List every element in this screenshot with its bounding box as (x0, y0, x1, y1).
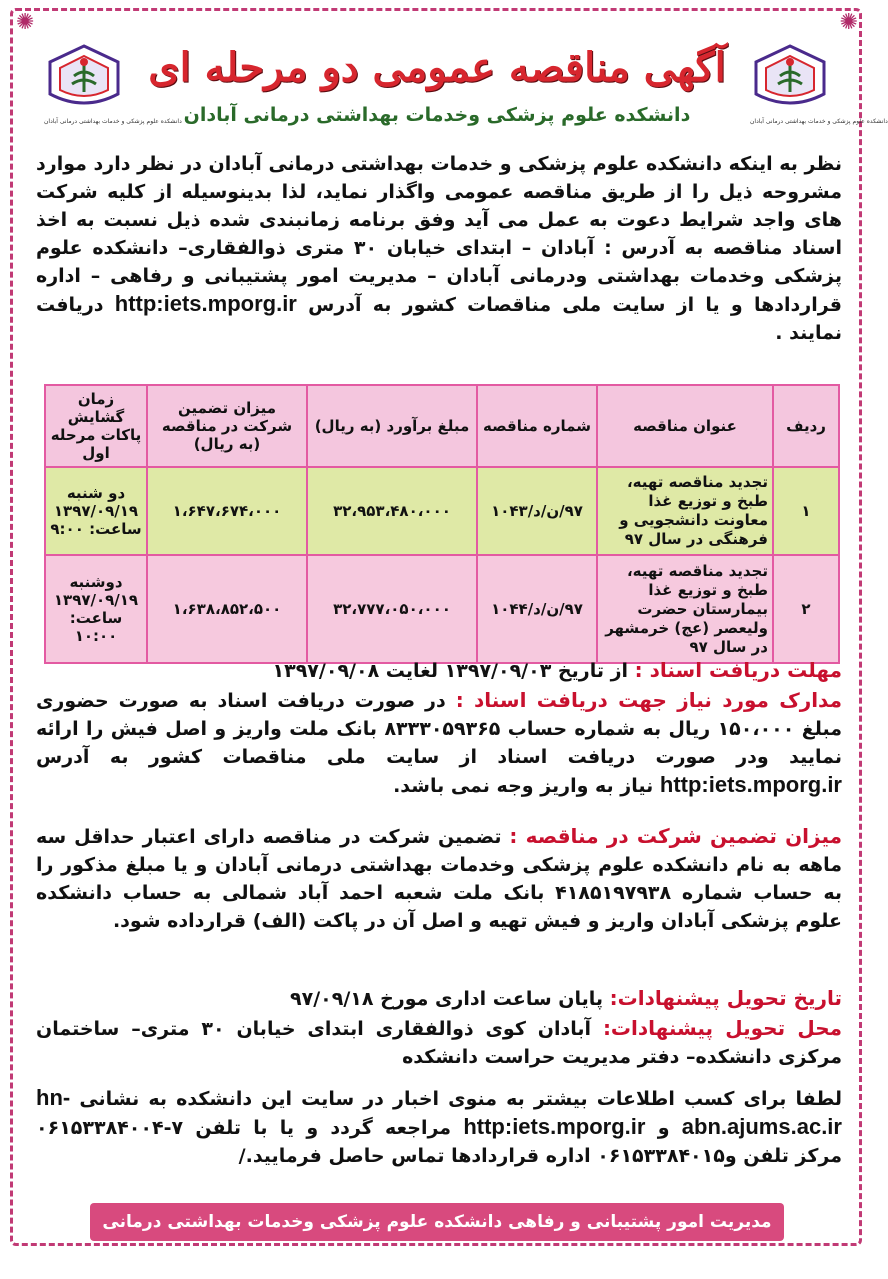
cell-number: ۹۷/ن/د/۱۰۴۴ (477, 555, 597, 663)
cell-number: ۹۷/ن/د/۱۰۴۳ (477, 467, 597, 555)
docs-text: در صورت دریافت اسناد به صورت حضوری مبلغ ۱۵۰،۰۰۰ ریال به شماره حساب ۸۳۳۳۰۵۹۳۶۵ بانک ملت واریز و اصل فیش را ارائه نمایید ودر صورت دریافت اسناد از سایت ملی مناقصات کشور به آدرس (36, 690, 843, 768)
cell-opening: دو شنبه ۱۳۹۷/۰۹/۱۹ ساعت: ۹:۰۰ (45, 467, 147, 555)
cell-estimate: ۳۲،۷۷۷،۰۵۰،۰۰۰ (307, 555, 477, 663)
table-row (45, 467, 839, 555)
intro-text: نظر به اینکه دانشکده علوم پزشکی و خدمات بهداشتی درمانی آبادان در نظر دارد موارد مشروحه ذیل را از طریق مناقصه عمومی واگذار نماید، لذا بدینوسیله از کلیه شرکت های واجد شرایط دعوت به عمل می آید وفق برنامه زمانبندی شده ذیل نسبت به اخذ اسناد مناقصه به آدرس : آبادان – ابتدای خیابان ۳۰ متری ذوالفقاری– دانشکده علوم پزشکی وخدمات بهداشتی ودرمانی آبادان – مدیریت امور پشتیبانی و رفاهی – اداره قراردادها و یا از سایت ملی مناقصات کشور به آدرس (36, 153, 842, 316)
tender-table (44, 384, 840, 664)
cell-row-no: ۱ (773, 467, 839, 555)
header-title: عنوان مناقصه (597, 385, 773, 467)
header-estimate: مبلغ برآورد (به ریال) (307, 385, 477, 467)
docs-label: مدارک مورد نیاز جهت دریافت اسناد : (455, 688, 842, 712)
logo-caption: دانشکده علوم پزشکی و خدمات بهداشتی درمانی آبادان (44, 118, 182, 125)
docs-url-link[interactable]: http:iets.mporg.ir (659, 772, 842, 797)
intro-tail: دریافت نمایند . (36, 294, 842, 344)
delivery-place-section (36, 1014, 842, 1071)
logo-caption: دانشکده علوم پزشکی و خدمات بهداشتی درمانی آبادان (750, 118, 888, 125)
guarantee-label: میزان تضمین شرکت در مناقصه : (509, 824, 842, 848)
cell-guarantee: ۱،۶۳۸،۸۵۲،۵۰۰ (147, 555, 307, 663)
header-row-no: ردیف (773, 385, 839, 467)
university-emblem-icon (44, 42, 124, 112)
docs-section (36, 686, 842, 800)
contact-section (36, 1084, 842, 1170)
university-emblem-icon (750, 42, 830, 112)
footer-band: مدیریت امور پشتیبانی و رفاهی دانشکده علوم پزشکی وخدمات بهداشتی درمانی آبادان (90, 1203, 784, 1241)
deadline-section (36, 656, 842, 685)
cell-row-no: ۲ (773, 555, 839, 663)
contact-text-2: مراجعه گردد و یا با تلفن ۷-۰۶۱۵۳۳۸۴۰۰۴ مرکز تلفن و۰۶۱۵۳۳۸۴۰۱۵ اداره قراردادها تماس حاصل فرمایید./ (36, 1117, 842, 1167)
delivery-date-label: تاریخ تحویل پیشنهادات: (609, 986, 842, 1010)
intro-paragraph (36, 150, 842, 347)
delivery-place-text: آبادان کوی ذوالفقاری ابتدای خیابان ۳۰ متری– ساختمان مرکزی دانشکده– دفتر مدیریت حراست دانشکده (36, 1018, 842, 1068)
page-subtitle: دانشکده علوم پزشکی وخدمات بهداشتی درمانی آبادان (183, 104, 691, 126)
cell-title: تجدید مناقصه تهیه، طبخ و توزیع غذا بیمارستان حضرت ولیعصر (عج) خرمشهر در سال ۹۷ (597, 555, 773, 663)
guarantee-text: تضمین شرکت در مناقصه دارای اعتبار حداقل سه ماهه به نام دانشکده علوم پزشکی وخدمات بهداشتی درمانی آبادان و یا مبلغ مذکور را به حساب شماره ۴۱۸۵۱۹۷۹۳۸ بانک ملت شعبه احمد آباد شمالی به حساب دانشکده علوم پزشکی آبادان واریز و فیش تهیه و اصل آن در پاکت (الف) قرارداده شود. (36, 826, 842, 932)
guarantee-section (36, 822, 842, 935)
deadline-label: مهلت دریافت اسناد : (634, 658, 842, 682)
contact-url-1-link[interactable]: hn-abn.ajums.ac.ir (36, 1085, 842, 1139)
university-logo-right (750, 42, 888, 126)
corner-ornament-icon: ✺ (839, 10, 858, 35)
header-number: شماره مناقصه (477, 385, 597, 467)
delivery-date-text: پایان ساعت اداری مورخ ۹۷/۰۹/۱۸ (290, 988, 604, 1010)
page-title: آگهی مناقصه عمومی دو مرحله ای (148, 44, 726, 91)
delivery-place-label: محل تحویل پیشنهادات: (602, 1016, 842, 1040)
cell-title: تجدید مناقصه تهیه، طبخ و توزیع غذا معاونت دانشجویی و فرهنگی در سال ۹۷ (597, 467, 773, 555)
deadline-text: از تاریخ ۱۳۹۷/۰۹/۰۳ لغایت ۱۳۹۷/۰۹/۰۸ (272, 660, 629, 682)
table-row (45, 555, 839, 663)
delivery-date-section (36, 984, 842, 1013)
corner-ornament-icon: ✺ (16, 10, 35, 35)
header-guarantee: میزان تضمین شرکت در مناقصه (به ریال) (147, 385, 307, 467)
university-logo-left (44, 42, 182, 126)
contact-url-2-link[interactable]: http:iets.mporg.ir (463, 1114, 646, 1139)
table-header-row (45, 385, 839, 467)
header-opening: زمان گشایش پاکات مرحله اول (45, 385, 147, 467)
contact-and: و (657, 1117, 670, 1139)
intro-url-link[interactable]: http:iets.mporg.ir (114, 291, 297, 316)
contact-text-1: لطفا برای کسب اطلاعات بیشتر به منوی اخبار در سایت این دانشکده به نشانی (79, 1088, 842, 1110)
cell-estimate: ۳۲،۹۵۳،۴۸۰،۰۰۰ (307, 467, 477, 555)
cell-guarantee: ۱،۶۴۷،۶۷۴،۰۰۰ (147, 467, 307, 555)
docs-tail: نیاز به واریز وجه نمی باشد. (393, 775, 654, 797)
cell-opening: دوشنبه ۱۳۹۷/۰۹/۱۹ ساعت: ۱۰:۰۰ (45, 555, 147, 663)
